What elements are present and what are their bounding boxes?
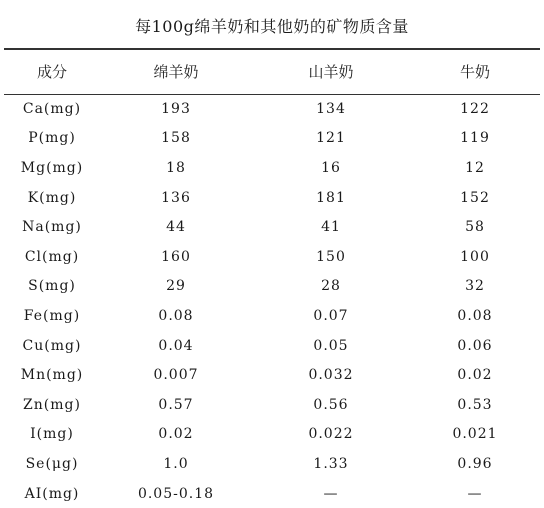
cell-component: Zn(mg) <box>23 396 81 413</box>
table-row <box>4 183 540 213</box>
cell-sheep-milk: 0.02 <box>158 426 194 443</box>
cell-goat-milk: — <box>323 485 339 502</box>
cell-cow-milk: 32 <box>465 278 485 295</box>
cell-component: Mg(mg) <box>20 159 84 176</box>
cell-goat-milk: 181 <box>316 189 346 206</box>
cell-goat-milk: 16 <box>321 159 341 176</box>
cell-cow-milk: 0.021 <box>452 426 498 443</box>
table-row <box>4 420 540 450</box>
cell-goat-milk: 1.33 <box>313 455 349 472</box>
cell-sheep-milk: 1.0 <box>163 455 189 472</box>
cell-sheep-milk: 18 <box>166 159 186 176</box>
cell-component: Cl(mg) <box>24 248 80 265</box>
cell-goat-milk: 0.07 <box>313 307 349 324</box>
table-row <box>4 360 540 390</box>
table-row <box>4 479 540 508</box>
cell-goat-milk: 0.05 <box>313 337 349 354</box>
cell-goat-milk: 0.032 <box>308 367 354 384</box>
cell-component: I(mg) <box>30 426 74 443</box>
cell-cow-milk: — <box>467 485 483 502</box>
cell-component: K(mg) <box>27 189 77 206</box>
table-row <box>4 212 540 242</box>
cell-goat-milk: 41 <box>321 219 341 236</box>
cell-component: Mn(mg) <box>20 367 84 384</box>
header-row <box>4 49 540 94</box>
header-cow-milk: 牛奶 <box>459 63 490 81</box>
cell-goat-milk: 0.022 <box>308 426 354 443</box>
table-row <box>4 153 540 183</box>
cell-sheep-milk: 193 <box>161 100 191 117</box>
cell-component: Cu(mg) <box>22 337 82 354</box>
cell-cow-milk: 0.06 <box>457 337 493 354</box>
table-title: 每100g绵羊奶和其他奶的矿物质含量 <box>135 17 409 36</box>
cell-component: S(mg) <box>28 278 76 295</box>
cell-sheep-milk: 0.007 <box>153 367 199 384</box>
table-row <box>4 449 540 479</box>
cell-goat-milk: 0.56 <box>313 396 349 413</box>
table-body <box>4 94 540 508</box>
cell-goat-milk: 121 <box>316 130 346 147</box>
cell-sheep-milk: 160 <box>161 248 191 265</box>
cell-goat-milk: 28 <box>321 278 341 295</box>
cell-sheep-milk: 136 <box>161 189 191 206</box>
table-row <box>4 242 540 272</box>
cell-cow-milk: 0.96 <box>457 455 493 472</box>
cell-component: Se(μg) <box>25 455 79 472</box>
table-row <box>4 301 540 331</box>
cell-sheep-milk: 29 <box>166 278 186 295</box>
cell-cow-milk: 119 <box>460 130 490 147</box>
cell-sheep-milk: 0.04 <box>158 337 194 354</box>
cell-cow-milk: 0.02 <box>457 367 493 384</box>
table-row <box>4 124 540 154</box>
cell-cow-milk: 0.53 <box>457 396 493 413</box>
header-component: 成分 <box>36 63 67 81</box>
cell-component: Na(mg) <box>22 219 82 236</box>
header-sheep-milk: 绵羊奶 <box>153 63 199 81</box>
cell-component: Ca(mg) <box>22 100 82 117</box>
table-row <box>4 331 540 361</box>
cell-sheep-milk: 0.05-0.18 <box>137 485 215 502</box>
cell-cow-milk: 12 <box>465 159 485 176</box>
cell-goat-milk: 134 <box>316 100 346 117</box>
header-goat-milk: 山羊奶 <box>308 63 354 81</box>
cell-cow-milk: 152 <box>460 189 490 206</box>
table-row <box>4 390 540 420</box>
cell-component: AI(mg) <box>24 485 80 502</box>
table-row <box>4 94 540 124</box>
cell-sheep-milk: 158 <box>161 130 191 147</box>
cell-component: P(mg) <box>28 130 76 147</box>
cell-sheep-milk: 44 <box>166 219 186 236</box>
cell-cow-milk: 122 <box>460 100 490 117</box>
cell-cow-milk: 58 <box>465 219 485 236</box>
cell-sheep-milk: 0.57 <box>158 396 194 413</box>
table-row <box>4 272 540 302</box>
mineral-content-table <box>4 49 540 508</box>
cell-goat-milk: 150 <box>316 248 346 265</box>
cell-sheep-milk: 0.08 <box>158 307 194 324</box>
cell-component: Fe(mg) <box>23 307 81 324</box>
cell-cow-milk: 0.08 <box>457 307 493 324</box>
cell-cow-milk: 100 <box>460 248 490 265</box>
